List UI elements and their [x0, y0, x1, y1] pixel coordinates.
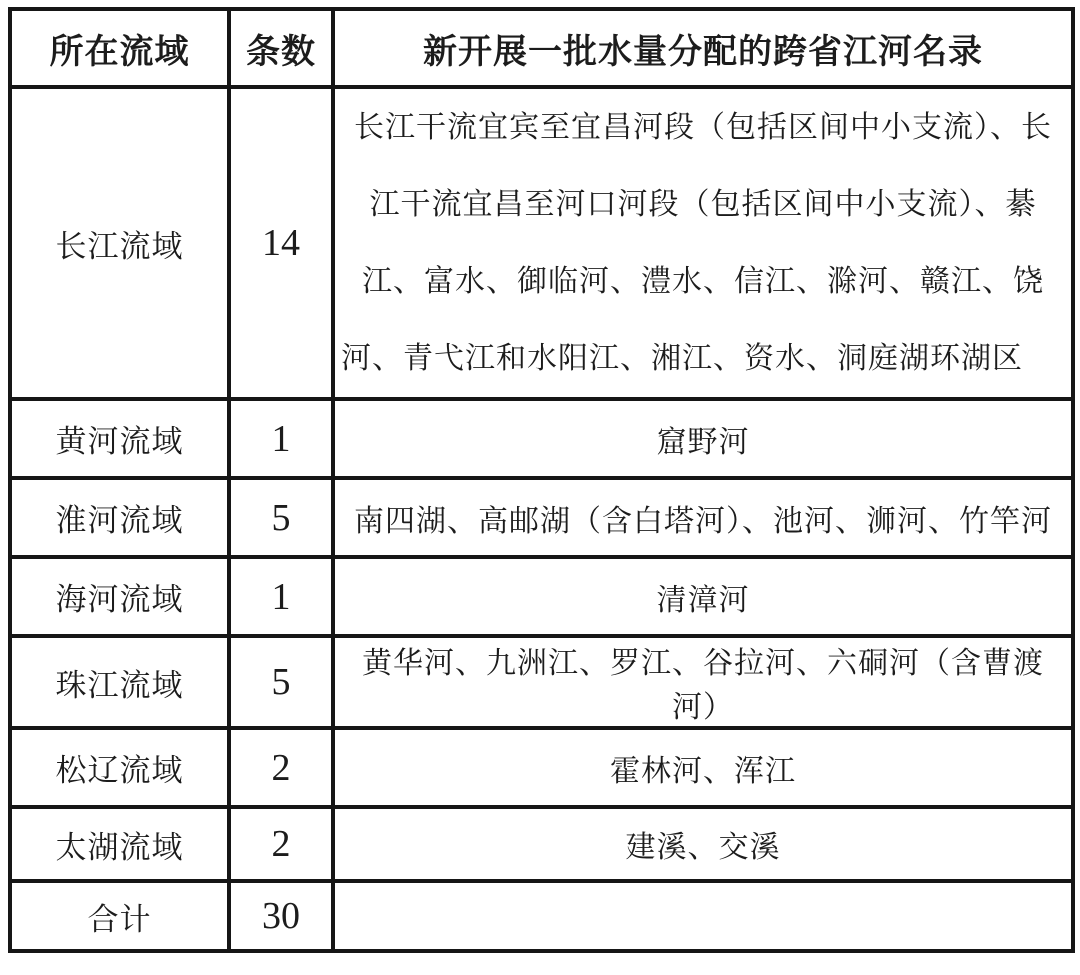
total-count-cell: 30 [229, 881, 333, 951]
rivers-column-header: 新开展一批水量分配的跨省江河名录 [333, 9, 1073, 87]
table-row-huanghe [10, 399, 1073, 478]
count-cell: 14 [229, 87, 333, 399]
table-row-huaihe [10, 478, 1073, 557]
rivers-cell: 霍林河、浑江 [333, 728, 1073, 807]
basin-cell: 长江流域 [10, 87, 229, 399]
table-row-haihe [10, 557, 1073, 636]
total-rivers-cell [333, 881, 1073, 951]
count-cell: 5 [229, 636, 333, 728]
river-allocation-table [8, 7, 1075, 953]
total-label-cell: 合计 [10, 881, 229, 951]
rivers-cell: 黄华河、九洲江、罗江、谷拉河、六硐河（含曹渡河） [333, 636, 1073, 728]
basin-cell: 黄河流域 [10, 399, 229, 478]
count-cell: 5 [229, 478, 333, 557]
count-cell: 1 [229, 399, 333, 478]
table-row-taihu [10, 807, 1073, 881]
basin-cell: 淮河流域 [10, 478, 229, 557]
basin-cell: 松辽流域 [10, 728, 229, 807]
rivers-cell: 建溪、交溪 [333, 807, 1073, 881]
rivers-cell: 清漳河 [333, 557, 1073, 636]
count-cell: 2 [229, 728, 333, 807]
basin-cell: 珠江流域 [10, 636, 229, 728]
basin-column-header: 所在流域 [10, 9, 229, 87]
basin-cell: 海河流域 [10, 557, 229, 636]
table-header-row [10, 9, 1073, 87]
count-cell: 1 [229, 557, 333, 636]
table-row-changjiang [10, 87, 1073, 399]
table-row-total [10, 881, 1073, 951]
count-cell: 2 [229, 807, 333, 881]
rivers-cell: 长江干流宜宾至宜昌河段（包括区间中小支流）、长江干流宜昌至河口河段（包括区间中小支流）、綦江、富水、御临河、澧水、信江、滁河、赣江、饶河、青弋江和水阳江、湘江、资水、洞庭湖环湖区 [333, 87, 1073, 399]
table-row-zhujiang [10, 636, 1073, 728]
basin-cell: 太湖流域 [10, 807, 229, 881]
rivers-cell: 南四湖、高邮湖（含白塔河）、池河、浉河、竹竿河 [333, 478, 1073, 557]
rivers-cell: 窟野河 [333, 399, 1073, 478]
table-row-songliao [10, 728, 1073, 807]
count-column-header: 条数 [229, 9, 333, 87]
